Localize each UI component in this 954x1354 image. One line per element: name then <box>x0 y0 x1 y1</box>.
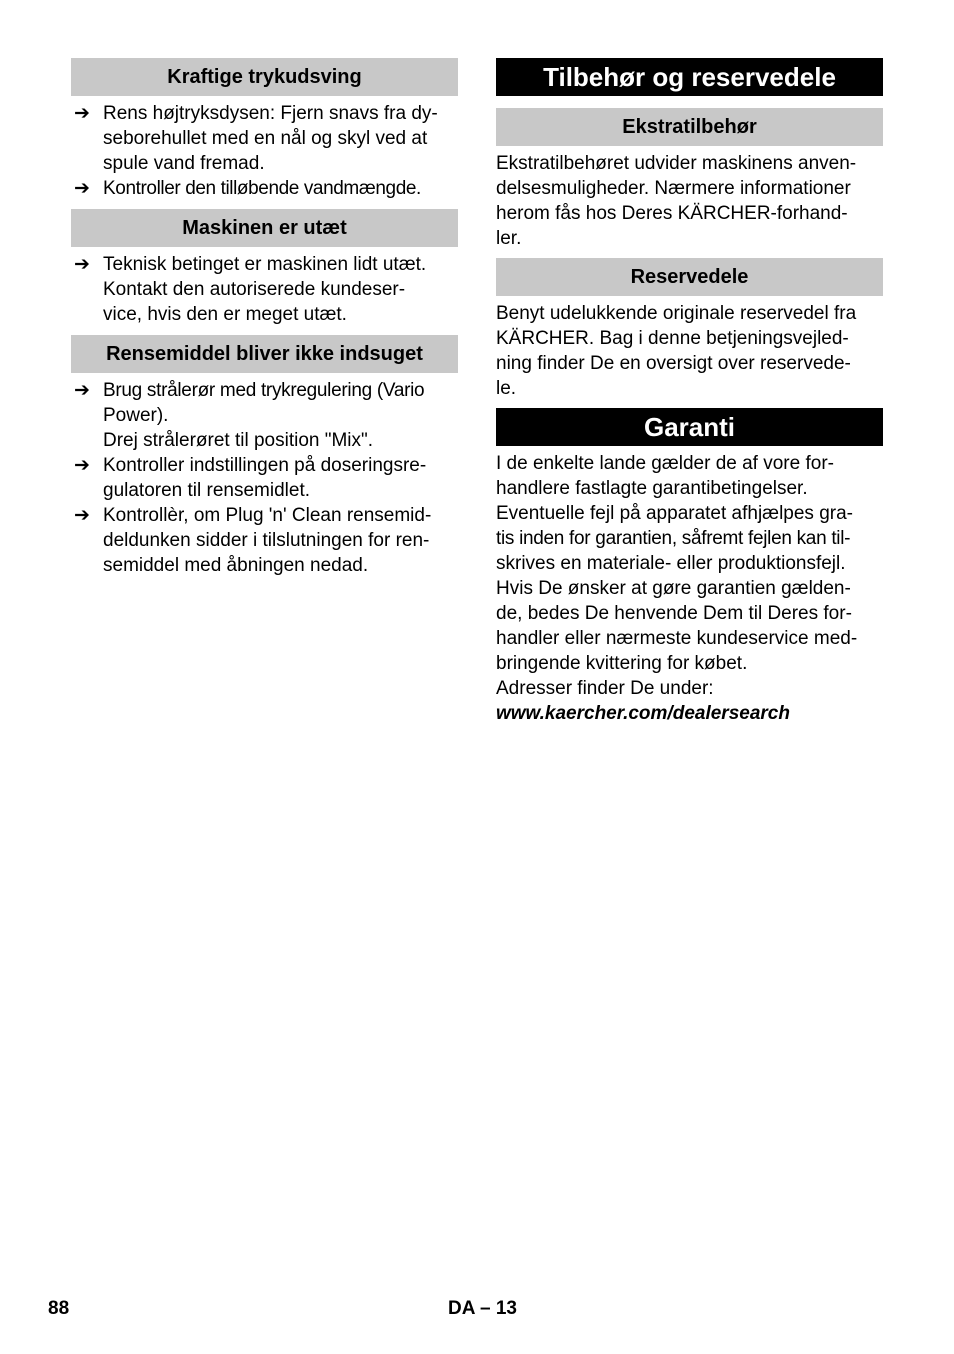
list-item: ➔ Rens højtryksdysen: Fjern snavs fra dy- seborehullet med en nål og skyl ved at spule vand fremad. <box>74 103 438 174</box>
list-item: ➔ Kontroller indstillingen på doseringsre- gulatoren til rensemidlet. <box>74 455 427 501</box>
arrow-right-icon: ➔ <box>74 103 90 124</box>
section-heading-extra-accessories: Ekstratilbehør <box>496 108 883 146</box>
arrow-right-icon: ➔ <box>74 505 90 526</box>
arrow-right-icon: ➔ <box>74 380 90 401</box>
paragraph-spare-parts: Benyt udelukkende originale reservedel fra KÄRCHER. Bag i denne betjeningsvejled- ning finder De en oversigt over reservede- le. <box>496 303 857 399</box>
bullet-list-leak <box>71 252 458 327</box>
main-heading-accessories: Tilbehør og reservedele <box>496 58 883 96</box>
dealer-search-link[interactable]: www.kaercher.com/dealersearch <box>496 703 790 724</box>
section-heading-leak: Maskinen er utæt <box>71 209 458 247</box>
bullet-list-pressure <box>71 101 458 201</box>
bullet-list-detergent <box>71 378 458 578</box>
list-item: ➔ Brug strålerør med trykregulering (Vario Power). Drej strålerøret til position "Mix". <box>74 380 425 451</box>
page-number: 88 <box>48 1298 70 1319</box>
arrow-right-icon: ➔ <box>74 178 90 199</box>
arrow-right-icon: ➔ <box>74 455 90 476</box>
section-heading-pressure: Kraftige trykudsving <box>71 58 458 96</box>
right-column <box>496 58 883 733</box>
arrow-right-icon: ➔ <box>74 254 90 275</box>
list-item: ➔ Teknisk betinget er maskinen lidt utæt. Kontakt den autoriserede kundeser- vice, hvis den er meget utæt. <box>74 254 427 325</box>
section-heading-spare-parts: Reservedele <box>496 258 883 296</box>
section-page-label: DA – 13 <box>448 1298 517 1319</box>
section-heading-detergent: Rensemiddel bliver ikke indsuget <box>71 335 458 373</box>
paragraph-warranty: I de enkelte lande gælder de af vore for- handlere fastlagte garantibetingelser. Eventuelle fejl på apparatet afhjælpes gra- tis inden for garantien, såfremt fejlen kan til- skrives en materiale- eller produktionsfejl. Hvis De ønsker at gøre garantien gælden- de, bedes De henvende Dem til Deres for- handler eller nærmeste kundeservice med- bringende kvittering for købet. Adresser finder De under: www.kaercher.com/dealersearch <box>496 451 883 726</box>
main-heading-warranty: Garanti <box>496 408 883 446</box>
paragraph-extra-accessories: Ekstratilbehøret udvider maskinens anven- delsesmuligheder. Nærmere informationer herom fås hos Deres KÄRCHER-forhand- ler. <box>496 153 857 249</box>
list-item: ➔ Kontroller den tilløbende vandmængde. <box>74 178 421 199</box>
list-item: ➔ Kontrollèr, om Plug 'n' Clean rensemid- deldunken sidder i tilslutningen for ren- semiddel med åbningen nedad. <box>74 505 432 576</box>
left-column <box>71 58 458 586</box>
